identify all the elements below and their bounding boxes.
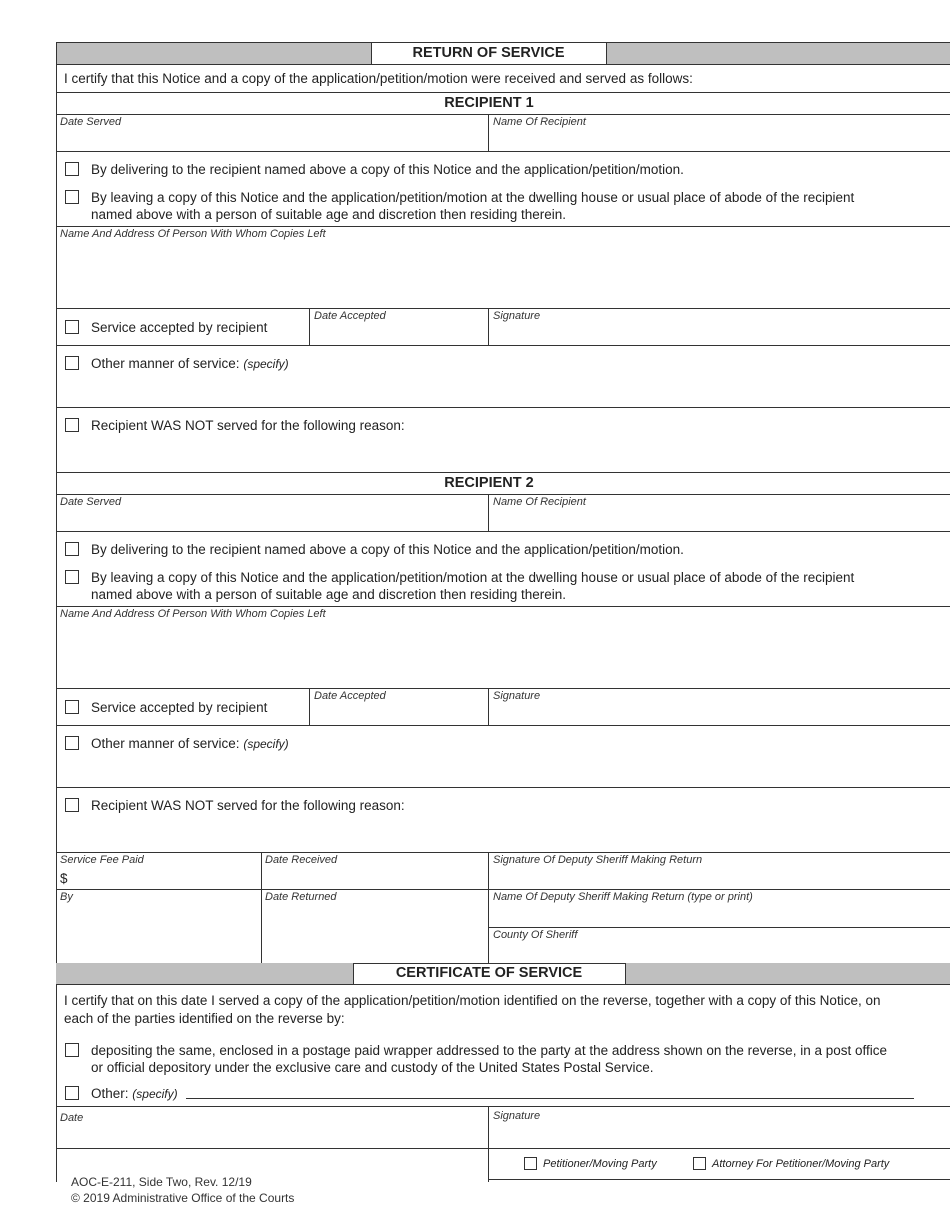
- form-id: AOC-E-211, Side Two, Rev. 12/19: [71, 1175, 252, 1189]
- r1-other-field[interactable]: [58, 374, 948, 404]
- r2-leave-text-1: By leaving a copy of this Notice and the application/petition/motion at the dwelling house or usual place of abode of the recipient: [91, 570, 855, 585]
- cert-other-field[interactable]: [186, 1085, 914, 1099]
- deputy-name-field[interactable]: [490, 905, 948, 925]
- cert-signature-field[interactable]: [490, 1124, 948, 1146]
- cert-date-field[interactable]: [58, 1126, 486, 1146]
- rule: [56, 64, 950, 65]
- rule: [56, 226, 950, 227]
- r2-not-served-field[interactable]: [58, 817, 948, 849]
- r2-accepted-checkbox[interactable]: [65, 700, 79, 714]
- r1-leave-text-2: named above with a person of suitable age and discretion then residing therein.: [91, 207, 567, 222]
- divider: [606, 42, 607, 64]
- r1-accepted-checkbox[interactable]: [65, 320, 79, 334]
- r2-date-accepted-field[interactable]: [311, 704, 486, 724]
- r2-accepted-text: Service accepted by recipient: [91, 700, 268, 715]
- date-received-field[interactable]: [263, 868, 486, 888]
- date-returned-field[interactable]: [263, 905, 486, 961]
- divider: [488, 1106, 489, 1182]
- r2-date-accepted-label: Date Accepted: [314, 690, 386, 702]
- rule: [56, 92, 950, 93]
- r1-other-text: [91, 355, 289, 373]
- divider: [488, 852, 489, 964]
- cert-other-specify: (specify): [132, 1087, 178, 1101]
- r1-deliver-checkbox[interactable]: [65, 162, 79, 176]
- r1-date-accepted-field[interactable]: [311, 324, 486, 344]
- cert-other-label: Other:: [91, 1086, 129, 1101]
- by-label: By: [60, 891, 73, 903]
- r2-not-served-checkbox[interactable]: [65, 798, 79, 812]
- r2-signature-field[interactable]: [490, 704, 948, 724]
- deputy-name-label: Name Of Deputy Sheriff Making Return (type or print): [493, 891, 753, 903]
- divider: [488, 114, 489, 152]
- divider: [488, 688, 489, 726]
- cert-other-text: [91, 1085, 178, 1103]
- r1-other-specify: (specify): [243, 357, 289, 371]
- r1-name-label: Name Of Recipient: [493, 116, 586, 128]
- r2-signature-label: Signature: [493, 690, 541, 702]
- r2-not-served-text: Recipient WAS NOT served for the following reason:: [91, 798, 405, 813]
- fee-field[interactable]: [72, 868, 258, 888]
- cert-other-checkbox[interactable]: [65, 1086, 79, 1100]
- cert-text-2: each of the parties identified on the reverse by:: [64, 1011, 345, 1026]
- r1-other-label: Other manner of service:: [91, 356, 240, 371]
- r1-copies-left-label: Name And Address Of Person With Whom Copies Left: [60, 228, 326, 240]
- rule: [488, 1179, 950, 1180]
- return-of-service-form: [56, 42, 950, 1182]
- r2-other-text: [91, 735, 289, 753]
- rule: [56, 345, 950, 346]
- r1-leave-text-1: By leaving a copy of this Notice and the application/petition/motion at the dwelling house or usual place of abode of the recipient: [91, 190, 855, 205]
- rule: [56, 852, 950, 853]
- r2-date-served-label: Date Served: [60, 496, 122, 508]
- copyright: © 2019 Administrative Office of the Courts: [71, 1191, 295, 1205]
- form-left-border: [56, 42, 57, 1182]
- fee-currency: $: [60, 871, 68, 886]
- cert-deposit-checkbox[interactable]: [65, 1043, 79, 1057]
- rule: [56, 688, 950, 689]
- fee-label: Service Fee Paid: [60, 854, 144, 866]
- rule: [56, 114, 950, 115]
- rule: [56, 472, 950, 473]
- r2-leave-checkbox[interactable]: [65, 570, 79, 584]
- attorney-label: Attorney For Petitioner/Moving Party: [712, 1158, 890, 1170]
- rule: [56, 407, 950, 408]
- rule: [56, 725, 950, 726]
- r1-date-served-field[interactable]: [58, 128, 486, 150]
- r1-copies-left-field[interactable]: [58, 242, 948, 306]
- recipient1-title: RECIPIENT 1: [444, 95, 534, 111]
- r2-deliver-checkbox[interactable]: [65, 542, 79, 556]
- petitioner-checkbox[interactable]: [524, 1157, 537, 1170]
- r2-name-field[interactable]: [490, 508, 948, 530]
- certificate-title: CERTIFICATE OF SERVICE: [395, 965, 583, 981]
- attorney-checkbox[interactable]: [693, 1157, 706, 1170]
- deputy-signature-label: Signature Of Deputy Sheriff Making Return: [493, 854, 703, 866]
- deputy-signature-field[interactable]: [490, 868, 948, 888]
- rule: [56, 787, 950, 788]
- rule: [56, 984, 950, 985]
- divider: [261, 852, 262, 964]
- r1-accepted-text: Service accepted by recipient: [91, 320, 268, 335]
- rule: [56, 308, 950, 309]
- date-returned-label: Date Returned: [265, 891, 337, 903]
- cert-signature-label: Signature: [493, 1110, 541, 1122]
- rule: [56, 42, 950, 43]
- r1-name-field[interactable]: [490, 128, 948, 150]
- cert-deposit-text-2: or official depository under the exclusive care and custody of the United States Postal Service.: [91, 1060, 654, 1075]
- cert-shade-right: [625, 963, 950, 984]
- rule: [56, 494, 950, 495]
- r2-other-checkbox[interactable]: [65, 736, 79, 750]
- divider: [488, 308, 489, 346]
- divider: [309, 688, 310, 726]
- r1-not-served-checkbox[interactable]: [65, 418, 79, 432]
- cert-date-label: Date: [60, 1112, 84, 1124]
- county-label: County Of Sheriff: [493, 929, 578, 941]
- rule: [56, 606, 950, 607]
- r1-signature-label: Signature: [493, 310, 541, 322]
- header-shade-right: [606, 42, 950, 64]
- by-field[interactable]: [58, 905, 258, 961]
- rule: [56, 1148, 950, 1149]
- return-of-service-title: RETURN OF SERVICE: [412, 45, 565, 61]
- rule: [56, 531, 950, 532]
- r1-not-served-text: Recipient WAS NOT served for the following reason:: [91, 418, 405, 433]
- cert-deposit-text-1: depositing the same, enclosed in a postage paid wrapper addressed to the party at the address shown on the reverse, in a post office: [91, 1043, 887, 1058]
- r2-leave-text-2: named above with a person of suitable age and discretion then residing therein.: [91, 587, 567, 602]
- rule: [56, 889, 950, 890]
- rule: [56, 151, 950, 152]
- r2-copies-left-field[interactable]: [58, 622, 948, 686]
- divider: [309, 308, 310, 346]
- r1-signature-field[interactable]: [490, 324, 948, 344]
- rule: [56, 1106, 950, 1107]
- r2-other-specify: (specify): [243, 737, 289, 751]
- r1-deliver-text: By delivering to the recipient named above a copy of this Notice and the application/petition/motion.: [91, 162, 684, 177]
- cert-shade-left: [56, 963, 353, 984]
- petitioner-label: Petitioner/Moving Party: [543, 1158, 657, 1170]
- county-field[interactable]: [490, 942, 948, 962]
- recipient2-title: RECIPIENT 2: [444, 475, 534, 491]
- header-shade-left: [56, 42, 371, 64]
- r2-name-label: Name Of Recipient: [493, 496, 586, 508]
- divider: [488, 494, 489, 532]
- r1-date-accepted-label: Date Accepted: [314, 310, 386, 322]
- r2-copies-left-label: Name And Address Of Person With Whom Copies Left: [60, 608, 326, 620]
- rule: [488, 927, 950, 928]
- r2-date-served-field[interactable]: [58, 508, 486, 530]
- cert-text-1: I certify that on this date I served a copy of the application/petition/motion identified on the reverse, together with a copy of this Notice, on: [64, 993, 881, 1008]
- certify-text: I certify that this Notice and a copy of the application/petition/motion were received and served as follows:: [64, 71, 693, 86]
- r1-leave-checkbox[interactable]: [65, 190, 79, 204]
- date-received-label: Date Received: [265, 854, 338, 866]
- r2-other-label: Other manner of service:: [91, 736, 240, 751]
- r2-other-field[interactable]: [58, 754, 948, 784]
- r1-other-checkbox[interactable]: [65, 356, 79, 370]
- r2-deliver-text: By delivering to the recipient named above a copy of this Notice and the application/petition/motion.: [91, 542, 684, 557]
- r1-not-served-field[interactable]: [58, 437, 948, 469]
- divider: [625, 963, 626, 984]
- r1-date-served-label: Date Served: [60, 116, 122, 128]
